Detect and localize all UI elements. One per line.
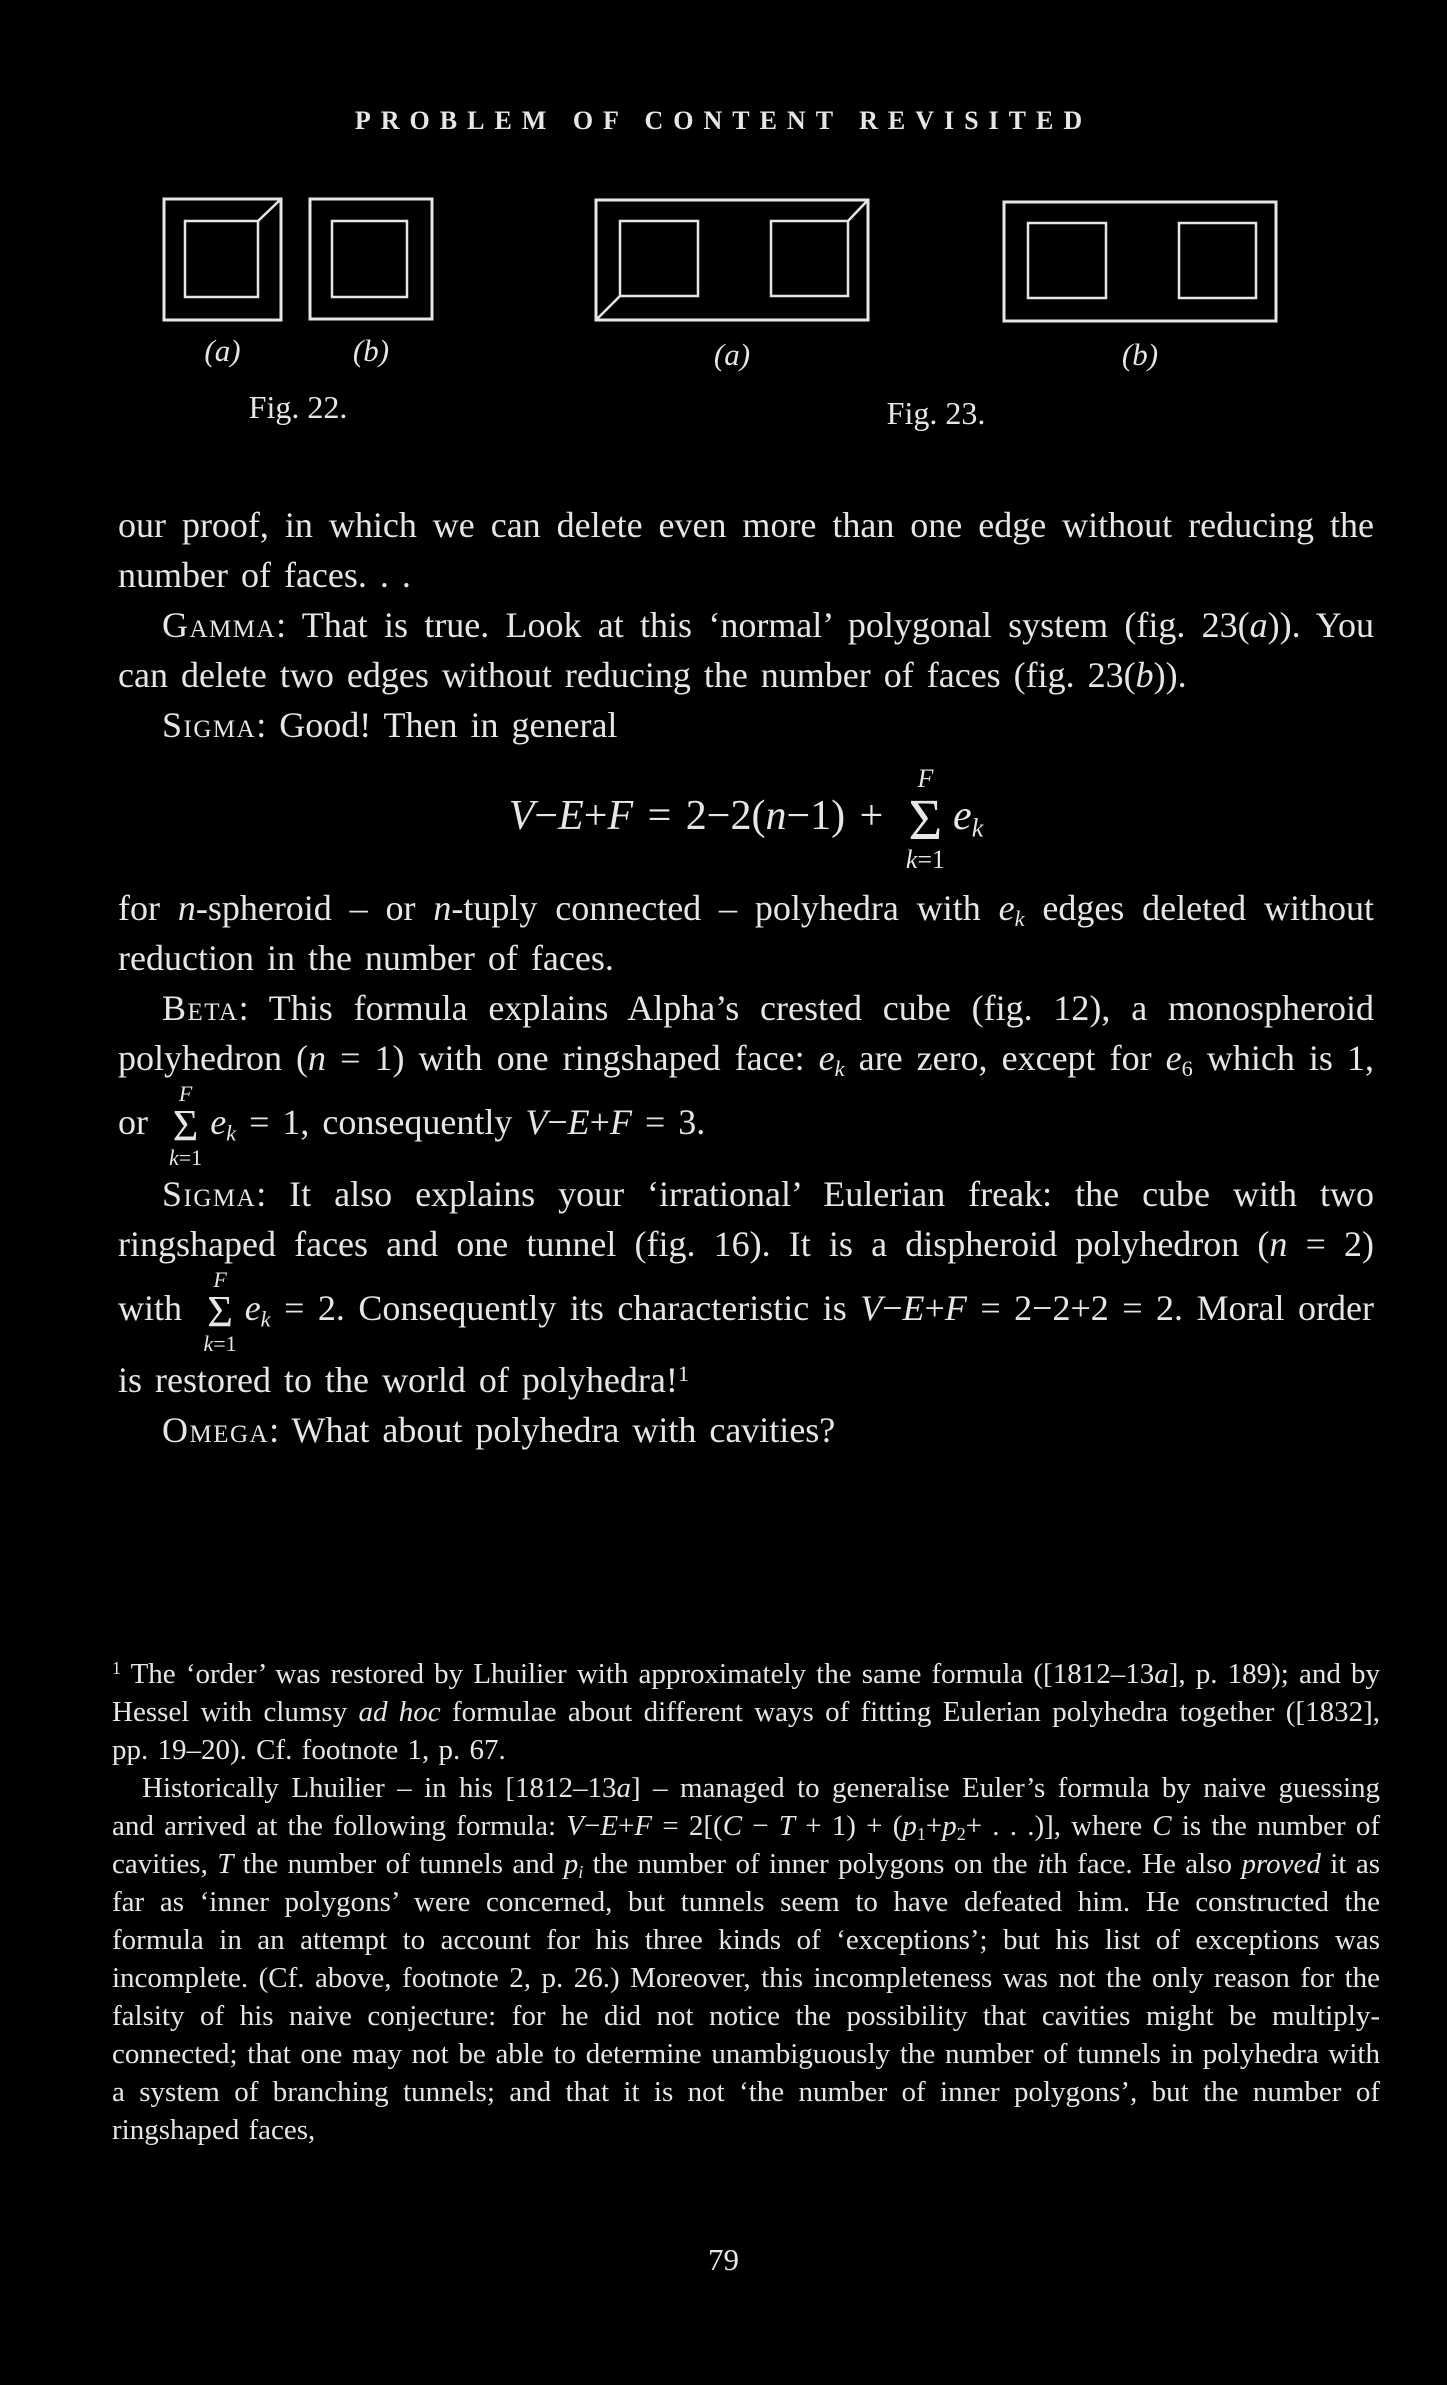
text-segment: the number of inner polygons on the (583, 1848, 1038, 1880)
fig23a-drawing (594, 198, 870, 322)
text-segment: Gamma (162, 605, 277, 645)
text-segment: + . . .)], where (965, 1810, 1153, 1842)
text-segment: = 1) with one ringshaped face: (326, 1038, 819, 1079)
text-segment: E (600, 1810, 619, 1842)
text-segment: -spheroid – or (195, 888, 434, 929)
text-segment: : That is true. Look at this ‘normal’ polygonal system (fig. 23( (276, 605, 1250, 645)
paragraph-gamma (118, 600, 1374, 700)
text-segment: are zero, except for (844, 1038, 1166, 1079)
text-segment: V (566, 1810, 584, 1842)
fig22b-label: (b) (352, 333, 390, 368)
text-segment: C (722, 1810, 743, 1842)
text-segment: : This formula explains Alpha’s crested cube (fig. 12), a monospheroid polyhedron ( (118, 988, 1374, 1079)
text-segment: it as far as ‘inner polygons’ were concerned, but tunnels seem to have defeated him. He constructed the formula in an attempt to account for his three kinds of ‘exceptions’; but his list of exceptions was incomplete. (Cf. above, footnote 2, p. 26.) Moreover, this incompleteness was not the only reason for the falsity of his naive conjecture: for he did not notice the possibility that cavities might be multiply-connected; that one may not be able to determine unambiguously the number of tunnels in polyhedra with a system of branching tunnels; and that it is not ‘the number of inner polygons’, but the number of ringshaped faces, (112, 1848, 1380, 2146)
text-segment: : What about polyhedra with cavities? (269, 1409, 836, 1450)
footnote (112, 1655, 1380, 2149)
page-title: PROBLEM OF CONTENT REVISITED (354, 106, 1093, 135)
main-text (118, 500, 1374, 1455)
text-segment: − (534, 793, 559, 840)
text-segment: n (765, 793, 787, 840)
euler-formula-display (118, 766, 1374, 873)
text-segment: p (563, 1848, 579, 1880)
text-segment: proved (1241, 1848, 1321, 1880)
text-segment: i (1037, 1848, 1046, 1880)
text-segment: )). (1153, 655, 1187, 695)
text-segment: e (998, 888, 1015, 929)
text-segment: Sigma (162, 1173, 257, 1214)
text-segment: which is 1, or (118, 1038, 1374, 1143)
text-segment: E (902, 1288, 925, 1329)
fig22a-drawing (162, 197, 283, 322)
text-segment: = 2) with (118, 1223, 1374, 1329)
fig23-caption: Fig. 23. (886, 395, 986, 431)
text-segment: the number of tunnels and (233, 1848, 564, 1880)
text-segment: 1 (677, 1360, 690, 1386)
text-segment: − (742, 1810, 779, 1842)
text-segment: 1 (112, 1658, 121, 1679)
text-segment: i (578, 1862, 584, 1883)
text-segment: 2 (956, 1824, 966, 1845)
text-segment: 6 (1181, 1056, 1193, 1082)
text-segment: E (567, 1102, 590, 1143)
text-segment: = 2−2+2 = 2. Moral order is restored to the world of polyhedra! (118, 1288, 1374, 1400)
text-segment: = 2. Consequently its characteristic is (270, 1288, 861, 1329)
summation-symbol: F Σ k=1 (203, 1266, 237, 1356)
text-segment: F (944, 1288, 967, 1329)
text-segment: n (308, 1038, 327, 1079)
text-segment: e (953, 793, 972, 840)
text-segment: = 2[( (652, 1810, 723, 1842)
text-segment: Sigma (162, 705, 257, 745)
summation-symbol: F Σ k=1 (905, 764, 946, 875)
text-segment: = 2−2( (633, 793, 766, 840)
fig22-caption: Fig. 22. (248, 389, 348, 425)
text-segment: F (609, 1102, 632, 1143)
footnote-paragraph-1 (112, 1655, 1380, 1769)
fig23b-label: (b) (1121, 337, 1159, 372)
text-segment: T (778, 1810, 795, 1842)
text-segment: for (118, 888, 178, 929)
text-segment: k (260, 1306, 271, 1332)
text-segment: + (583, 793, 608, 840)
fig23a-label: (a) (713, 337, 751, 372)
text-segment: is the number of cavities, (112, 1810, 1380, 1880)
paragraph-sigma-intro (118, 700, 1374, 750)
text-segment: p (902, 1810, 917, 1842)
fig22a-label: (a) (204, 333, 241, 368)
text-segment: k (226, 1120, 237, 1146)
text-segment: : Good! Then in general (256, 705, 618, 745)
fig23b-drawing (1002, 200, 1278, 323)
text-segment: + (925, 1810, 943, 1842)
text-segment: n (177, 888, 196, 929)
text-segment: our proof, in which we can delete even more than one edge without reducing the number of faces. . . (118, 505, 1374, 595)
paragraph-formula-explanation (118, 883, 1374, 983)
text-segment: edges deleted without reduction in the number of faces. (118, 888, 1374, 979)
text-segment: ad hoc (358, 1696, 441, 1728)
text-segment: + (589, 1102, 610, 1143)
text-segment: Historically Lhuilier – in his [1812–13 (142, 1772, 617, 1804)
text-segment: e (210, 1102, 227, 1143)
text-segment: e (818, 1038, 835, 1079)
paragraph-omega (118, 1405, 1374, 1455)
page-number: 79 (708, 2242, 739, 2277)
text-segment: F (634, 1810, 653, 1842)
text-segment: : It also explains your ‘irrational’ Eulerian freak: the cube with two ringshaped faces and one tunnel (fig. 16). It is a dispheroid polyhedron ( (118, 1173, 1374, 1264)
text-segment: k (834, 1056, 845, 1082)
text-segment: ] – managed to generalise Euler’s formula by naive guessing and arrived at the following formula: (112, 1772, 1381, 1842)
text-segment: a (1154, 1658, 1169, 1690)
text-segment: formulae about different ways of fitting Eulerian polyhedra together ([1832], pp. 19–20). Cf. footnote 1, p. 67. (112, 1696, 1380, 1766)
text-segment: )). You can delete two edges without reducing the number of faces (fig. 23( (118, 605, 1374, 695)
text-segment: k (1014, 906, 1025, 932)
text-segment: V (525, 1102, 548, 1143)
text-segment: V (860, 1288, 883, 1329)
text-segment: C (1152, 1810, 1172, 1842)
text-segment: 1 (916, 1824, 926, 1845)
text-segment: b (1135, 655, 1154, 695)
paragraph-beta (118, 983, 1374, 1169)
text-segment: The ‘order’ was restored by Lhuilier with approximately the same formula ([1812–13 (120, 1658, 1155, 1690)
paragraph-continuation (118, 500, 1374, 600)
text-segment: − (583, 1810, 601, 1842)
footnote-paragraph-2 (112, 1769, 1380, 2149)
text-segment: −1) + (786, 793, 898, 840)
text-segment: V (508, 793, 535, 840)
paragraph-sigma (118, 1169, 1374, 1405)
text-segment: Beta (162, 988, 239, 1029)
text-segment: -tuply connected – polyhedra with (451, 888, 999, 929)
text-segment: + (924, 1288, 945, 1329)
text-segment: + (618, 1810, 635, 1842)
text-segment: − (882, 1288, 903, 1329)
text-segment: p (942, 1810, 957, 1842)
text-segment: k (971, 813, 984, 843)
text-segment: F (607, 793, 634, 840)
text-segment: a (616, 1772, 631, 1804)
text-segment: Omega (162, 1409, 270, 1450)
text-segment: e (244, 1288, 261, 1329)
text-segment: T (217, 1848, 234, 1880)
text-segment: E (558, 793, 584, 840)
text-segment: + 1) + ( (795, 1810, 903, 1842)
text-segment: = 1, consequently (236, 1102, 526, 1143)
text-segment: = 3. (631, 1102, 706, 1143)
summation-symbol: F Σ k=1 (169, 1081, 203, 1170)
text-segment: th face. He also (1045, 1848, 1242, 1880)
text-segment: − (547, 1102, 568, 1143)
text-segment: n (1269, 1223, 1288, 1264)
fig22b-drawing (308, 197, 434, 321)
text-segment: ], p. 189); and by Hessel with clumsy (112, 1658, 1380, 1728)
text-segment: a (1249, 605, 1268, 645)
figures-row (0, 197, 1447, 457)
text-segment: n (433, 888, 452, 929)
text-segment: e (1165, 1038, 1182, 1079)
